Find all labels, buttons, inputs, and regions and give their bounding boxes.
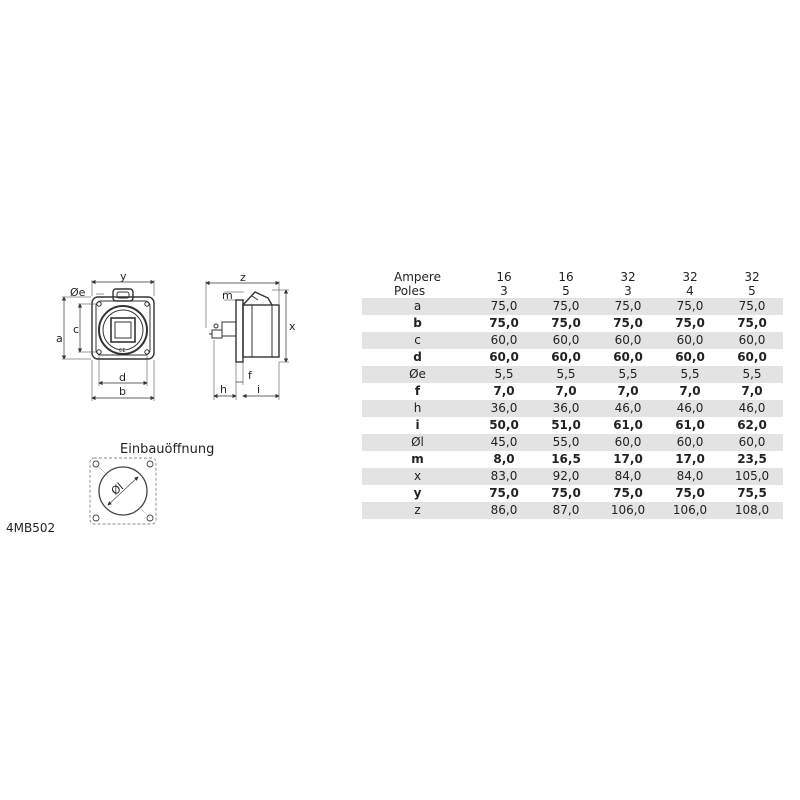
row-label: d [413,350,422,364]
table-cell: 75,0 [489,486,519,500]
table-cell: 36,0 [535,400,597,417]
dim-label-d: d [119,371,126,384]
row-label: x [362,468,473,485]
dim-label-e: Øe [70,286,86,299]
table-cell: 23,5 [737,452,767,466]
dimensions-table [362,266,783,519]
side-view-cover [243,292,272,305]
header-poles-label: Poles [394,284,426,298]
table-body [362,298,783,519]
dim-label-i: i [257,383,261,396]
table-cell: 36,0 [473,400,535,417]
table-cell: 7,0 [679,384,701,398]
dim-label-m: m [222,289,233,302]
row-label: Øe [362,366,473,383]
table-cell: 75,0 [535,298,597,315]
side-view-flange [236,300,243,362]
table-cell: 46,0 [721,400,783,417]
table-cell: 60,0 [473,332,535,349]
table-cell: 75,0 [659,298,721,315]
row-label: m [411,452,424,466]
table-cell: 75,0 [613,316,643,330]
dim-label-l: Øl [108,480,127,498]
table-cell: 61,0 [613,418,643,432]
table-cell: 45,0 [473,434,535,451]
svg-text:CE: CE [119,348,126,354]
table-cell: 75,0 [597,298,659,315]
table-cell: 60,0 [659,434,721,451]
table-cell: 75,5 [737,486,767,500]
header-col-5: 32 5 [744,270,760,298]
table-cell: 84,0 [597,468,659,485]
table-header-row [362,266,783,298]
table-cell: 92,0 [535,468,597,485]
dim-label-z: z [240,271,246,284]
front-view-latch [113,289,133,301]
table-cell: 17,0 [613,452,643,466]
row-label: b [413,316,422,330]
table-cell: 55,0 [535,434,597,451]
table-cell: 61,0 [675,418,705,432]
table-cell: 7,0 [741,384,763,398]
table-row [362,434,783,451]
row-label: f [414,384,421,398]
table-cell: 87,0 [535,502,597,519]
header-col-1: 16 3 [496,270,512,298]
row-label: a [362,298,473,315]
table-cell: 5,5 [535,366,597,383]
technical-drawings [0,0,360,560]
table-cell: 50,0 [489,418,519,432]
table-cell: 51,0 [551,418,581,432]
table-cell: 84,0 [659,468,721,485]
table-cell: 75,0 [675,316,705,330]
header-labels [362,266,473,298]
table-cell: 60,0 [613,350,643,364]
table-cell: 5,5 [597,366,659,383]
table-cell: 60,0 [659,332,721,349]
table-cell: 105,0 [721,468,783,485]
table-cell: 75,0 [737,316,767,330]
table-cell: 5,5 [473,366,535,383]
table-cell: 5,5 [721,366,783,383]
table-cell: 86,0 [473,502,535,519]
table-row [362,417,783,434]
table-row [362,332,783,349]
table-cell: 7,0 [555,384,577,398]
row-label: y [413,486,422,500]
header-col-2: 16 5 [558,270,574,298]
dim-label-b: b [119,385,126,398]
table-cell: 60,0 [597,332,659,349]
table-row [362,451,783,468]
table-cell: 5,5 [659,366,721,383]
header-col-4: 32 4 [682,270,698,298]
side-view-terminal [222,322,236,336]
table-cell: 46,0 [659,400,721,417]
table-cell: 60,0 [535,332,597,349]
table-cell: 8,0 [493,452,515,466]
table-cell: 75,0 [613,486,643,500]
table-cell: 16,5 [551,452,581,466]
row-label: z [362,502,473,519]
side-view-body [243,305,279,357]
table-cell: 75,0 [551,486,581,500]
table-cell: 106,0 [597,502,659,519]
header-col-3: 32 3 [620,270,636,298]
table-cell: 60,0 [551,350,581,364]
dim-label-c: c [73,323,80,336]
table-cell: 60,0 [675,350,705,364]
table-cell: 62,0 [737,418,767,432]
table-cell: 106,0 [659,502,721,519]
row-label: c [362,332,473,349]
table-cell: 60,0 [737,350,767,364]
table-cell: 7,0 [493,384,515,398]
table-row [362,485,783,502]
table-cell: 75,0 [473,298,535,315]
table-row [362,468,783,485]
table-cell: 75,0 [551,316,581,330]
table-cell: 7,0 [617,384,639,398]
table-cell: 75,0 [721,298,783,315]
table-cell: 60,0 [721,332,783,349]
table-row [362,502,783,519]
table-cell: 46,0 [597,400,659,417]
table-row [362,383,783,400]
table-cell: 83,0 [473,468,535,485]
dim-label-h: h [220,383,227,396]
table-cell: 75,0 [675,486,705,500]
table-cell: 60,0 [721,434,783,451]
table-row [362,349,783,366]
table-row [362,298,783,315]
model-number: 4MB502 [6,521,56,535]
dim-label-x: x [289,320,296,333]
dim-label-y: y [120,270,127,283]
dim-label-a: a [56,332,63,345]
table-cell: 17,0 [675,452,705,466]
header-ampere-label: Ampere [394,270,441,284]
table-cell: 75,0 [489,316,519,330]
table-cell: 108,0 [721,502,783,519]
side-view [206,281,289,400]
row-label: h [362,400,473,417]
dim-label-f: f [248,369,252,382]
table-row [362,366,783,383]
table-cell: 60,0 [489,350,519,364]
table-cell: 60,0 [597,434,659,451]
cutout-caption: Einbauöffnung [120,442,215,457]
table-row [362,400,783,417]
row-label: Øl [362,434,473,451]
front-view-socket-ring [99,306,147,354]
table-row [362,315,783,332]
row-label: i [415,418,420,432]
